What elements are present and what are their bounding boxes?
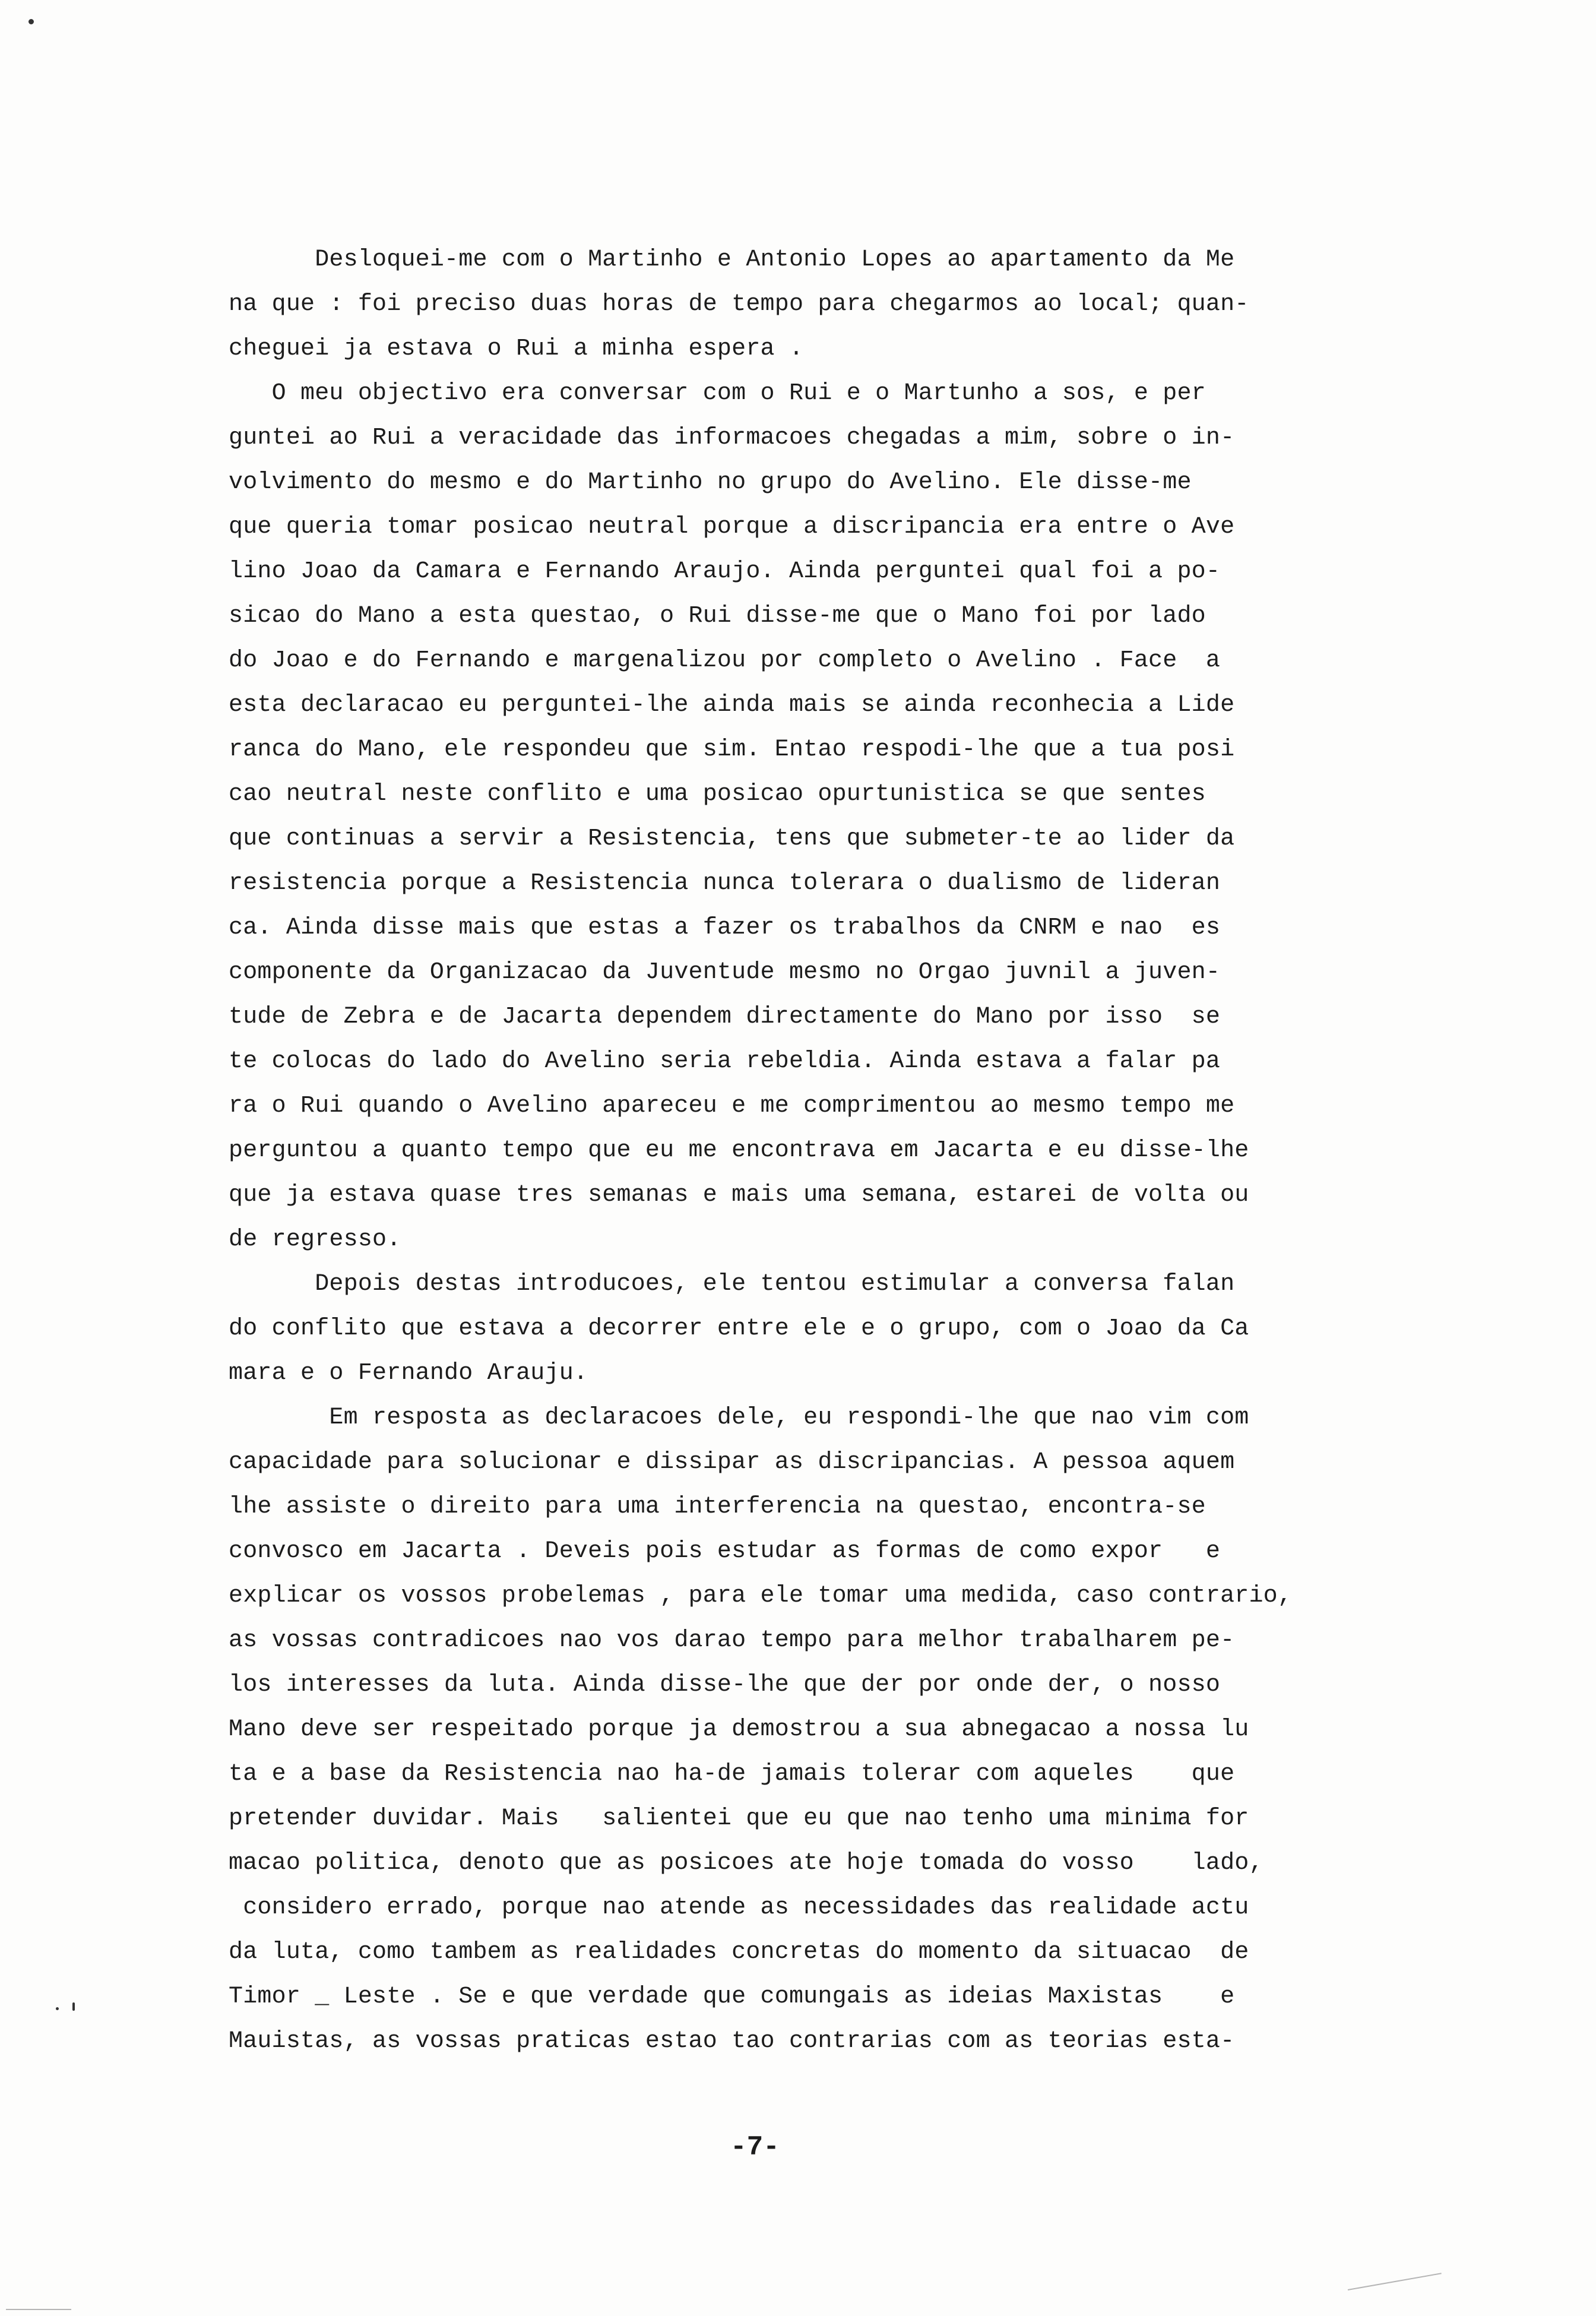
text-line: O meu objectivo era conversar com o Rui e o Martunho a sos, e per [229, 380, 1206, 407]
text-line: ca. Ainda disse mais que estas a fazer os trabalhos da CNRM e nao es [229, 915, 1221, 941]
text-line: Em resposta as declaracoes dele, eu respondi-lhe que nao vim com [229, 1404, 1249, 1431]
text-line: Mauistas, as vossas praticas estao tao contrarias com as teorias esta- [229, 2028, 1235, 2055]
text-line: as vossas contradicoes nao vos darao tempo para melhor trabalharem pe- [229, 1627, 1235, 1654]
text-line: na que : foi preciso duas horas de tempo para chegarmos ao local; quan- [229, 291, 1249, 318]
text-line: que queria tomar posicao neutral porque a discripancia era entre o Ave [229, 514, 1235, 540]
text-line: lino Joao da Camara e Fernando Araujo. Ainda perguntei qual foi a po- [229, 558, 1221, 585]
text-line: pretender duvidar. Mais salientei que eu que nao tenho uma minima for [229, 1805, 1249, 1832]
text-line: cheguei ja estava o Rui a minha espera . [229, 336, 804, 362]
text-line: te colocas do lado do Avelino seria rebeldia. Ainda estava a falar pa [229, 1048, 1221, 1075]
text-line: Depois destas introducoes, ele tentou estimular a conversa falan [229, 1271, 1235, 1298]
text-line: do conflito que estava a decorrer entre ele e o grupo, com o Joao da Ca [229, 1315, 1249, 1342]
text-line: ranca do Mano, ele respondeu que sim. Entao respodi-lhe que a tua posi [229, 736, 1235, 763]
text-line: de regresso. [229, 1226, 401, 1253]
scan-speck [56, 2007, 59, 2010]
text-line: tude de Zebra e de Jacarta dependem directamente do Mano por isso se [229, 1004, 1221, 1030]
text-line: que ja estava quase tres semanas e mais uma semana, estarei de volta ou [229, 1182, 1249, 1208]
text-line: volvimento do mesmo e do Martinho no grupo do Avelino. Ele disse-me [229, 469, 1192, 496]
text-line: considero errado, porque nao atende as necessidades das realidade actu [229, 1894, 1249, 1921]
text-line: do Joao e do Fernando e margenalizou por completo o Avelino . Face a [229, 647, 1221, 674]
text-line: explicar os vossos probelemas , para ele tomar uma medida, caso contrario, [229, 1583, 1293, 1609]
text-line: da luta, como tambem as realidades concretas do momento da situacao de [229, 1939, 1249, 1966]
text-line: ta e a base da Resistencia nao ha-de jamais tolerar com aqueles que [229, 1761, 1235, 1787]
scan-edge-mark [1348, 2273, 1442, 2290]
text-line: ra o Rui quando o Avelino apareceu e me comprimentou ao mesmo tempo me [229, 1093, 1235, 1119]
scan-speck [72, 2002, 75, 2011]
typed-letter-body [229, 238, 1297, 2064]
text-line: Timor _ Leste . Se e que verdade que comungais as ideias Maxistas e [229, 1983, 1235, 2010]
text-line: los interesses da luta. Ainda disse-lhe que der por onde der, o nosso [229, 1672, 1221, 1698]
text-line: esta declaracao eu perguntei-lhe ainda mais se ainda reconhecia a Lide [229, 692, 1235, 719]
text-line: capacidade para solucionar e dissipar as discripancias. A pessoa aquem [229, 1449, 1235, 1476]
text-line: perguntou a quanto tempo que eu me encontrava em Jacarta e eu disse-lhe [229, 1137, 1249, 1164]
text-line: resistencia porque a Resistencia nunca tolerara o dualismo de lideran [229, 870, 1221, 897]
text-line: lhe assiste o direito para uma interferencia na questao, encontra-se [229, 1494, 1206, 1520]
text-line: Desloquei-me com o Martinho e Antonio Lopes ao apartamento da Me [229, 246, 1235, 273]
text-line: guntei ao Rui a veracidade das informacoes chegadas a mim, sobre o in- [229, 425, 1235, 451]
scan-edge-mark [6, 2309, 71, 2310]
scan-speck [28, 19, 34, 24]
text-line: sicao do Mano a esta questao, o Rui disse-me que o Mano foi por lado [229, 603, 1206, 629]
text-line: cao neutral neste conflito e uma posicao opurtunistica se que sentes [229, 781, 1206, 808]
page-number: -7- [730, 2132, 780, 2163]
text-line: mara e o Fernando Arauju. [229, 1360, 588, 1387]
text-line: componente da Organizacao da Juventude mesmo no Orgao juvnil a juven- [229, 959, 1221, 986]
text-line: macao politica, denoto que as posicoes ate hoje tomada do vosso lado, [229, 1850, 1264, 1877]
text-line: convosco em Jacarta . Deveis pois estudar as formas de como expor e [229, 1538, 1221, 1565]
text-line: que continuas a servir a Resistencia, tens que submeter-te ao lider da [229, 825, 1235, 852]
text-line: Mano deve ser respeitado porque ja demostrou a sua abnegacao a nossa lu [229, 1716, 1249, 1743]
